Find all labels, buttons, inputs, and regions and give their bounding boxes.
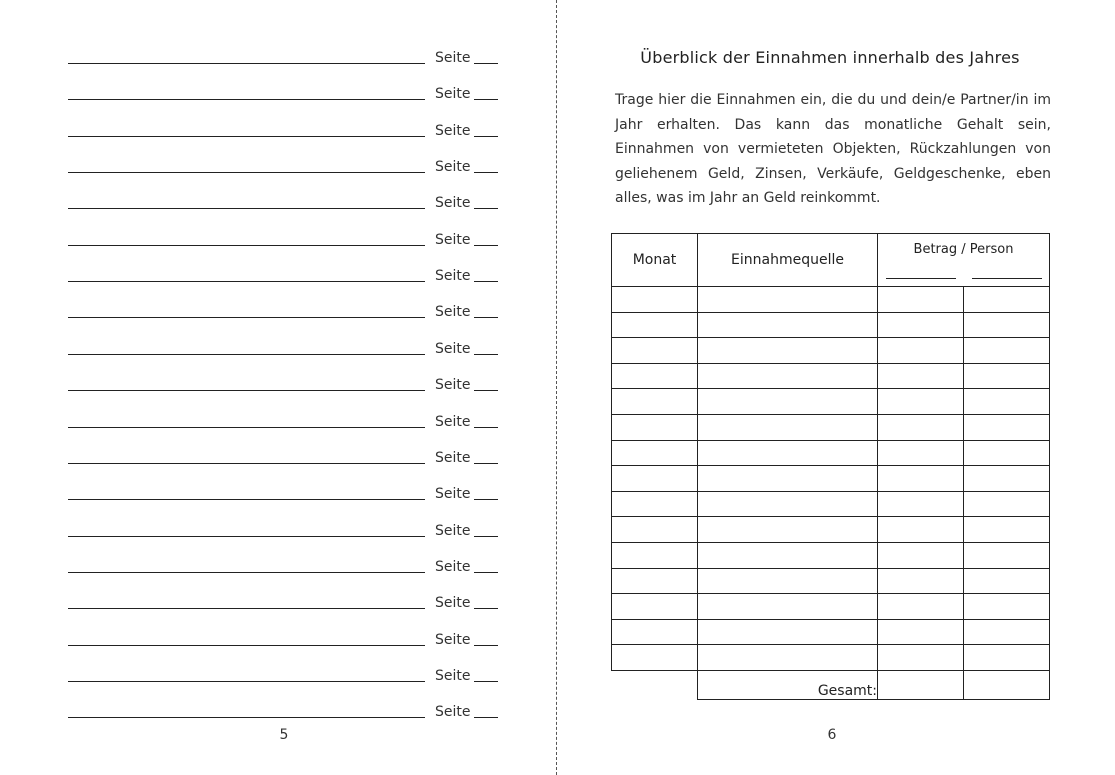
entry-row (68, 367, 508, 397)
amount-person-1-cell[interactable] (878, 312, 964, 338)
page-number-blank[interactable] (474, 354, 498, 355)
month-cell[interactable] (612, 619, 698, 645)
source-cell[interactable] (698, 542, 878, 568)
page-number-blank[interactable] (474, 681, 498, 682)
source-cell[interactable] (698, 312, 878, 338)
entry-write-line[interactable] (68, 63, 425, 64)
page-reference-label: Seite (435, 159, 471, 176)
table-row (612, 466, 1050, 492)
page-reference-label: Seite (435, 268, 471, 285)
amount-person-1-cell[interactable] (878, 568, 964, 594)
entry-write-line[interactable] (68, 536, 425, 537)
page-number-blank[interactable] (474, 645, 498, 646)
month-cell[interactable] (612, 440, 698, 466)
page-number-blank[interactable] (474, 390, 498, 391)
page-reference-label: Seite (435, 449, 471, 466)
amount-person-1-cell[interactable] (878, 517, 964, 543)
month-cell[interactable] (612, 389, 698, 415)
column-header-source: Einnahmequelle (698, 234, 878, 287)
month-cell[interactable] (612, 287, 698, 313)
income-table (611, 233, 1050, 700)
total-label: Gesamt: (698, 670, 878, 699)
amount-person-2-cell[interactable] (964, 517, 1050, 543)
amount-person-2-cell[interactable] (964, 568, 1050, 594)
amount-person-1-cell[interactable] (878, 338, 964, 364)
page-number-blank[interactable] (474, 245, 498, 246)
page-number-blank[interactable] (474, 499, 498, 500)
table-row (612, 491, 1050, 517)
entry-row (68, 404, 508, 434)
page-reference-label: Seite (435, 486, 471, 503)
amount-person-1-cell[interactable] (878, 542, 964, 568)
month-cell[interactable] (612, 414, 698, 440)
total-row-spacer (612, 670, 698, 699)
entry-write-line[interactable] (68, 245, 425, 246)
month-cell[interactable] (612, 338, 698, 364)
entry-row (68, 476, 508, 506)
entry-row (68, 76, 508, 106)
page-reference-label: Seite (435, 631, 471, 648)
page-reference-label: Seite (435, 195, 471, 212)
entry-write-line[interactable] (68, 208, 425, 209)
month-cell[interactable] (612, 491, 698, 517)
page-reference-label: Seite (435, 231, 471, 248)
page-number-blank[interactable] (474, 463, 498, 464)
page-number-blank[interactable] (474, 136, 498, 137)
source-cell[interactable] (698, 568, 878, 594)
page-number-right: 6 (827, 727, 837, 743)
table-row (612, 287, 1050, 313)
page-reference-label: Seite (435, 704, 471, 721)
amount-person-2-cell[interactable] (964, 338, 1050, 364)
column-header-amount-per-person (878, 234, 1050, 287)
month-cell[interactable] (612, 645, 698, 671)
page-reference-label: Seite (435, 50, 471, 66)
person-2-name-blank[interactable] (972, 278, 1042, 279)
page-reference-label: Seite (435, 304, 471, 321)
table-row (612, 414, 1050, 440)
amount-person-2-cell[interactable] (964, 363, 1050, 389)
entry-write-line[interactable] (68, 354, 425, 355)
source-cell[interactable] (698, 594, 878, 620)
page-number-blank[interactable] (474, 427, 498, 428)
table-row (612, 619, 1050, 645)
page-reference-label: Seite (435, 377, 471, 394)
page-reference-label: Seite (435, 522, 471, 539)
amount-person-2-cell[interactable] (964, 466, 1050, 492)
amount-person-1-cell[interactable] (878, 389, 964, 415)
entry-write-line[interactable] (68, 281, 425, 282)
amount-person-2-cell[interactable] (964, 619, 1050, 645)
entry-row (68, 185, 508, 215)
page-reference-label: Seite (435, 413, 471, 430)
table-row (612, 517, 1050, 543)
amount-person-1-cell[interactable] (878, 594, 964, 620)
left-page (0, 0, 556, 775)
source-cell[interactable] (698, 619, 878, 645)
page-number-blank[interactable] (474, 63, 498, 64)
page-reference-label: Seite (435, 122, 471, 139)
page-reference-label: Seite (435, 86, 471, 103)
amount-person-2-cell[interactable] (964, 491, 1050, 517)
amount-person-1-cell[interactable] (878, 414, 964, 440)
amount-person-2-cell[interactable] (964, 594, 1050, 620)
page-reference-label: Seite (435, 667, 471, 684)
entry-write-line[interactable] (68, 717, 425, 718)
page-number-left: 5 (279, 727, 289, 743)
entry-write-line[interactable] (68, 499, 425, 500)
page-number-blank[interactable] (474, 572, 498, 573)
source-cell[interactable] (698, 491, 878, 517)
entry-write-line[interactable] (68, 317, 425, 318)
table-row (612, 542, 1050, 568)
page-number-blank[interactable] (474, 317, 498, 318)
month-cell[interactable] (612, 466, 698, 492)
entry-row (68, 222, 508, 252)
amount-person-2-cell[interactable] (964, 542, 1050, 568)
entry-row (68, 585, 508, 615)
entry-row (68, 40, 508, 70)
source-cell[interactable] (698, 517, 878, 543)
table-row (612, 594, 1050, 620)
person-1-name-blank[interactable] (886, 278, 956, 279)
month-cell[interactable] (612, 542, 698, 568)
source-cell[interactable] (698, 338, 878, 364)
page-number-blank[interactable] (474, 608, 498, 609)
amount-person-1-cell[interactable] (878, 645, 964, 671)
table-row (612, 389, 1050, 415)
amount-person-2-cell[interactable] (964, 440, 1050, 466)
total-person-1-cell[interactable] (878, 670, 964, 699)
month-cell[interactable] (612, 517, 698, 543)
amount-person-1-cell[interactable] (878, 466, 964, 492)
entry-row (68, 694, 508, 724)
entry-write-line[interactable] (68, 608, 425, 609)
table-row (612, 338, 1050, 364)
column-header-month: Monat (612, 234, 698, 287)
entry-write-line[interactable] (68, 463, 425, 464)
total-row (612, 670, 1050, 699)
source-cell[interactable] (698, 414, 878, 440)
table-row (612, 568, 1050, 594)
page-number-blank[interactable] (474, 536, 498, 537)
page-number-blank[interactable] (474, 281, 498, 282)
entry-row (68, 331, 508, 361)
page-number-blank[interactable] (474, 172, 498, 173)
entry-row (68, 113, 508, 143)
entry-row (68, 440, 508, 470)
page-reference-label: Seite (435, 595, 471, 612)
amount-per-person-label: Betrag / Person (913, 242, 1014, 257)
entry-write-line[interactable] (68, 427, 425, 428)
right-page (557, 0, 1115, 775)
source-cell[interactable] (698, 363, 878, 389)
source-cell[interactable] (698, 645, 878, 671)
entry-write-line[interactable] (68, 136, 425, 137)
source-cell[interactable] (698, 440, 878, 466)
amount-person-2-cell[interactable] (964, 645, 1050, 671)
month-cell[interactable] (612, 594, 698, 620)
month-cell[interactable] (612, 568, 698, 594)
amount-person-2-cell[interactable] (964, 312, 1050, 338)
entry-write-line[interactable] (68, 645, 425, 646)
table-row (612, 363, 1050, 389)
page-title: Überblick der Einnahmen innerhalb des Jahres (640, 48, 1020, 67)
entry-write-line[interactable] (68, 681, 425, 682)
intro-text: Trage hier die Einnahmen ein, die du und dein/e Partner/in im Jahr erhalten. Das kann das monatliche Gehalt sein, Einnahmen von vermieteten Objekten, Rückzahlungen von geliehenem Geld, Zinsen, Verkäufe, Geldgeschenke, eben alles, was im Jahr an Geld reinkommt. (615, 92, 1051, 206)
amount-person-2-cell[interactable] (964, 287, 1050, 313)
month-cell[interactable] (612, 363, 698, 389)
entry-write-line[interactable] (68, 390, 425, 391)
amount-person-1-cell[interactable] (878, 363, 964, 389)
amount-person-1-cell[interactable] (878, 287, 964, 313)
amount-person-1-cell[interactable] (878, 440, 964, 466)
entry-row (68, 294, 508, 324)
amount-person-2-cell[interactable] (964, 389, 1050, 415)
table-row (612, 645, 1050, 671)
amount-person-2-cell[interactable] (964, 414, 1050, 440)
income-table-body (612, 287, 1050, 700)
page-number-blank[interactable] (474, 99, 498, 100)
source-cell[interactable] (698, 287, 878, 313)
entry-row (68, 258, 508, 288)
income-table-wrapper (611, 233, 1050, 700)
entry-row (68, 549, 508, 579)
amount-person-1-cell[interactable] (878, 619, 964, 645)
month-cell[interactable] (612, 312, 698, 338)
source-cell[interactable] (698, 389, 878, 415)
amount-person-1-cell[interactable] (878, 491, 964, 517)
entry-write-line[interactable] (68, 99, 425, 100)
entry-row (68, 513, 508, 543)
entry-row (68, 622, 508, 652)
table-row (612, 440, 1050, 466)
entry-row (68, 149, 508, 179)
page-reference-label: Seite (435, 558, 471, 575)
entry-row (68, 658, 508, 688)
entry-write-line[interactable] (68, 172, 425, 173)
source-cell[interactable] (698, 466, 878, 492)
page-number-blank[interactable] (474, 717, 498, 718)
entry-write-line[interactable] (68, 572, 425, 573)
total-person-2-cell[interactable] (964, 670, 1050, 699)
table-row (612, 312, 1050, 338)
page-number-blank[interactable] (474, 208, 498, 209)
page-reference-label: Seite (435, 340, 471, 357)
